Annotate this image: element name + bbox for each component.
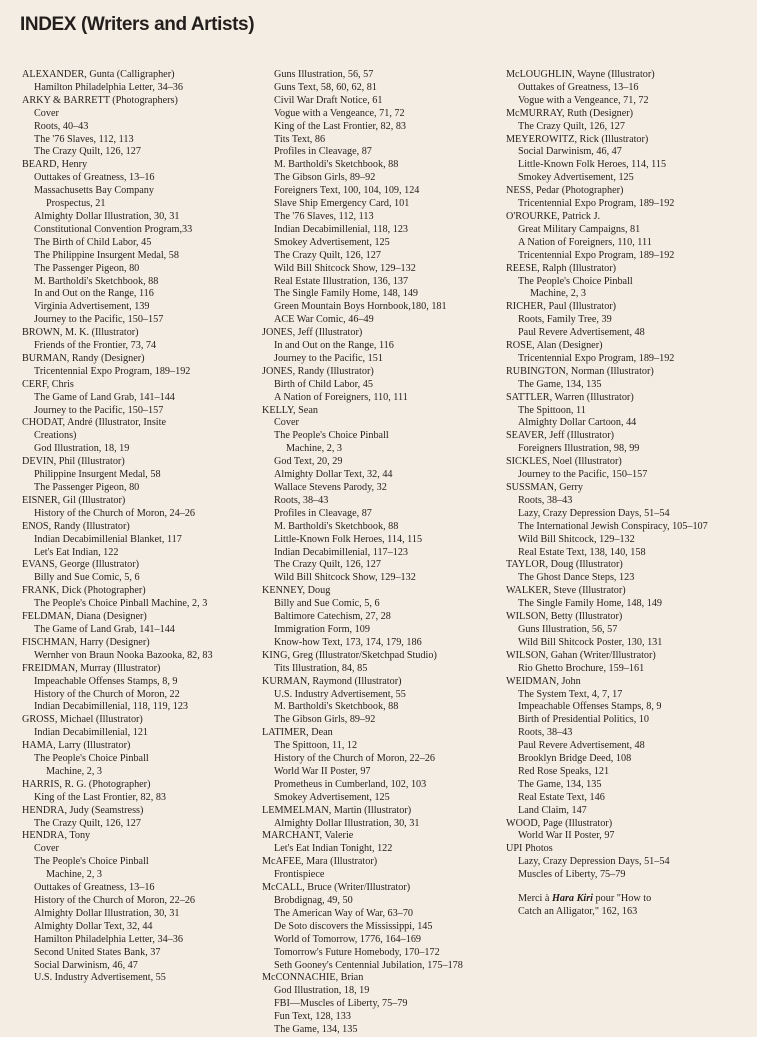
index-entry-subitem: Green Mountain Boys Hornbook,180, 181 <box>274 301 447 313</box>
index-entry-subitem: Frontispiece <box>274 869 325 881</box>
index-entry-subitem: Vogue with a Vengeance, 71, 72 <box>518 94 649 106</box>
index-entry-heading: DEVIN, Phil (Illustrator) <box>22 456 125 468</box>
index-entry-subitem: The Crazy Quilt, 126, 127 <box>274 559 381 571</box>
index-entry-subitem: Outtakes of Greatness, 13–16 <box>34 882 155 894</box>
index-entry-subitem: World of Tomorrow, 1776, 164–169 <box>274 933 422 945</box>
index-entry-subitem: Brooklyn Bridge Deed, 108 <box>518 753 632 765</box>
index-entry-subitem: Wild Bill Shitcock Poster, 130, 131 <box>518 636 663 648</box>
index-entry-subitem: Social Darwinism, 46, 47 <box>34 959 138 971</box>
index-entry-subitem: Almighty Dollar Text, 32, 44 <box>274 469 393 481</box>
credit-line-2: Catch an Alligator," 162, 163 <box>518 906 638 917</box>
index-entry-heading: HARRIS, R. G. (Photographer) <box>22 778 151 790</box>
index-entry-subitem: The System Text, 4, 7, 17 <box>518 688 623 700</box>
index-entry-heading: WOOD, Page (Illustrator) <box>506 817 613 829</box>
index-entry-subitem: Guns Illustration, 56, 57 <box>274 69 374 80</box>
index-entry-subitem: Creations) <box>34 430 77 442</box>
index-entry-subitem: Friends of the Frontier, 73, 74 <box>34 340 157 352</box>
index-entry-heading: RUBINGTON, Norman (Illustrator) <box>506 365 654 377</box>
index-entry-subitem: Machine, 2, 3 <box>286 443 343 455</box>
index-entry-subitem: M. Bartholdi's Sketchbook, 88 <box>274 701 399 713</box>
index-entry-subitem: Roots, 40–43 <box>34 120 89 132</box>
index-entry-subitem: The People's Choice Pinball <box>518 275 633 287</box>
index-entry-subitem: Almighty Dollar Illustration, 30, 31 <box>274 817 420 829</box>
index-entry-heading: GROSS, Michael (Illustrator) <box>22 714 143 726</box>
index-entry-heading: TAYLOR, Doug (Illustrator) <box>506 559 623 571</box>
index-entry-heading: CERF, Chris <box>22 378 74 390</box>
index-entry-heading: SATTLER, Warren (Illustrator) <box>506 391 634 403</box>
index-entry-subitem: FBI—Muscles of Liberty, 75–79 <box>274 998 408 1010</box>
index-entry-heading: UPI Photos <box>506 843 553 855</box>
index-entry-heading: BURMAN, Randy (Designer) <box>22 352 145 364</box>
index-entry-subitem: Smokey Advertisement, 125 <box>518 172 634 184</box>
index-entry-subitem: Constitutional Convention Program,33 <box>34 223 193 235</box>
index-entry-heading: HAMA, Larry (Illustrator) <box>22 740 131 752</box>
index-entry-subitem: The '76 Slaves, 112, 113 <box>274 210 374 222</box>
index-entry-subitem: History of the Church of Moron, 22 <box>34 688 180 700</box>
index-entry-subitem: Tricentennial Expo Program, 189–192 <box>34 365 191 377</box>
index-entry-heading: HENDRA, Tony <box>22 830 91 842</box>
index-entry-heading: WEIDMAN, John <box>506 675 581 687</box>
index-entry-subitem: Prometheus in Cumberland, 102, 103 <box>274 778 427 790</box>
index-entry-subitem: Almighty Dollar Text, 32, 44 <box>34 920 153 932</box>
index-entry-heading: BROWN, M. K. (Illustrator) <box>22 327 139 339</box>
index-entry-heading: McAFEE, Mara (Illustrator) <box>262 856 378 868</box>
index-entry-subitem: A Nation of Foreigners, 110, 111 <box>274 391 408 403</box>
index-entry-heading: SICKLES, Noel (Illustrator) <box>506 456 622 468</box>
index-entry-heading: SEAVER, Jeff (Illustrator) <box>506 430 614 442</box>
index-entry-subitem: Roots, 38–43 <box>274 494 329 506</box>
index-entry-heading: FISCHMAN, Harry (Designer) <box>22 636 150 648</box>
index-entry-subitem: Great Military Campaigns, 81 <box>518 223 641 235</box>
index-entry-subitem: M. Bartholdi's Sketchbook, 88 <box>274 159 399 171</box>
index-entry-subitem: The People's Choice Pinball <box>34 753 149 765</box>
index-entry-subitem: God Illustration, 18, 19 <box>34 443 130 455</box>
index-entry-heading: BEARD, Henry <box>22 159 88 171</box>
index-entry-subitem: The Philippine Insurgent Medal, 58 <box>34 249 179 261</box>
index-entry-subitem: World War II Poster, 97 <box>274 765 371 777</box>
credit-publication-name: Hara Kiri <box>551 893 593 905</box>
index-entry-subitem: Land Claim, 147 <box>518 804 587 816</box>
index-entry-subitem: U.S. Industry Advertisement, 55 <box>34 972 166 984</box>
index-entry-subitem: Little-Known Folk Heroes, 114, 115 <box>274 533 423 545</box>
index-entry-subitem: Real Estate Text, 138, 140, 158 <box>518 546 646 558</box>
index-entry-subitem: Profiles in Cleavage, 87 <box>274 507 372 519</box>
index-entry-subitem: The Passenger Pigeon, 80 <box>34 482 140 493</box>
index-entry-subitem: Prospectus, 21 <box>46 198 106 210</box>
index-entry-subitem: ACE War Comic, 46–49 <box>274 314 374 326</box>
index-entry-subitem: Little-Known Folk Heroes, 114, 115 <box>518 159 667 171</box>
index-entry-subitem: Social Darwinism, 46, 47 <box>518 146 622 158</box>
credit-line <box>506 893 744 906</box>
index-entry-heading: ENOS, Randy (Illustrator) <box>22 520 130 532</box>
index-entry-subitem: Cover <box>34 843 59 855</box>
index-entry-subitem: Billy and Sue Comic, 5, 6 <box>34 572 140 584</box>
index-entry-subitem: Foreigners Illustration, 98, 99 <box>518 443 640 455</box>
index-entry-subitem: In and Out on the Range, 116 <box>274 340 394 352</box>
index-entry-subitem: The Spittoon, 11, 12 <box>274 740 358 752</box>
index-entry-subitem: Indian Decabimillenial Blanket, 117 <box>34 533 182 545</box>
index-entry-subitem: Cover <box>34 107 59 119</box>
index-entry-subitem: The Ghost Dance Steps, 123 <box>518 572 635 584</box>
index-entry-heading: ALEXANDER, Gunta (Calligrapher) <box>22 69 175 80</box>
index-entry-subitem: The Single Family Home, 148, 149 <box>518 598 663 610</box>
index-entry-subitem: Machine, 2, 3 <box>530 288 587 300</box>
index-entry-subitem: The Game, 134, 135 <box>518 378 602 390</box>
index-entry-subitem: The American Way of War, 63–70 <box>274 907 414 919</box>
index-entry-subitem: Slave Ship Emergency Card, 101 <box>274 198 410 210</box>
index-entry-subitem: In and Out on the Range, 116 <box>34 288 154 300</box>
index-entry-subitem: The Gibson Girls, 89–92 <box>274 714 376 726</box>
index-entry-heading: KELLY, Sean <box>262 404 318 416</box>
index-entry-heading: FELDMAN, Diana (Designer) <box>22 611 147 623</box>
index-entry-heading: LATIMER, Dean <box>262 727 333 739</box>
index-entry-subitem: Tricentennial Expo Program, 189–192 <box>518 352 675 364</box>
index-entry-subitem: Paul Revere Advertisement, 48 <box>518 327 645 339</box>
index-entry-subitem: The Crazy Quilt, 126, 127 <box>34 146 141 158</box>
index-entry-heading: MARCHANT, Valerie <box>262 830 354 842</box>
index-entry-subitem: Journey to the Pacific, 150–157 <box>34 404 164 416</box>
index-entry-subitem: Guns Illustration, 56, 57 <box>518 623 618 635</box>
index-entry-heading: KING, Greg (Illustrator/Sketchpad Studio) <box>262 649 437 661</box>
index-entry-subitem: Vogue with a Vengeance, 71, 72 <box>274 107 405 119</box>
index-entry-subitem: U.S. Industry Advertisement, 55 <box>274 688 406 700</box>
index-entry-subitem: Fun Text, 128, 133 <box>274 1011 351 1023</box>
index-entry-heading: JONES, Randy (Illustrator) <box>262 365 374 377</box>
credit-suffix: pour "How to <box>593 893 652 905</box>
index-entry-heading: LEMMELMAN, Martin (Illustrator) <box>262 804 412 816</box>
index-entry-subitem: M. Bartholdi's Sketchbook, 88 <box>34 275 159 287</box>
index-entry-subitem: Let's Eat Indian, 122 <box>34 546 119 558</box>
index-entry-subitem: The Spittoon, 11 <box>518 404 586 416</box>
index-entry-subitem: Seth Gooney's Centennial Jubilation, 175–178 <box>274 959 463 971</box>
index-entry-subitem: Real Estate Text, 146 <box>518 791 605 803</box>
index-entry-subitem: The People's Choice Pinball <box>274 430 389 442</box>
index-entry-subitem: Almighty Dollar Cartoon, 44 <box>518 417 637 429</box>
index-entry-subitem: Muscles of Liberty, 75–79 <box>518 869 626 881</box>
index-entry-subitem: Guns Text, 58, 60, 62, 81 <box>274 81 377 93</box>
index-entry-heading: WALKER, Steve (Illustrator) <box>506 585 626 597</box>
index-entry-subitem: History of the Church of Moron, 22–26 <box>274 753 436 765</box>
index-entry-subitem: Tomorrow's Future Homebody, 170–172 <box>274 946 440 958</box>
index-entry-subitem: Let's Eat Indian Tonight, 122 <box>274 843 393 855</box>
index-entry-heading: WILSON, Gahan (Writer/Illustrator) <box>506 649 656 661</box>
credit-spacer <box>506 882 744 893</box>
index-entry-heading: McCONNACHIE, Brian <box>262 972 364 984</box>
index-entry-subitem: Foreigners Text, 100, 104, 109, 124 <box>274 185 420 197</box>
index-entry-subitem: Wild Bill Shitcock Show, 129–132 <box>274 572 416 584</box>
index-entry-subitem: Wild Bill Shitcock Show, 129–132 <box>274 262 416 274</box>
index-entry-subitem: Baltimore Catechism, 27, 28 <box>274 611 391 623</box>
index-entry-subitem: The Crazy Quilt, 126, 127 <box>274 249 381 261</box>
index-entry-subitem: A Nation of Foreigners, 110, 111 <box>518 236 652 248</box>
index-entry-heading: NESS, Pedar (Photographer) <box>506 185 624 197</box>
index-entry-subitem: The Single Family Home, 148, 149 <box>274 288 419 300</box>
index-entry-subitem: Impeachable Offenses Stamps, 8, 9 <box>34 675 178 687</box>
index-entry-subitem: Smokey Advertisement, 125 <box>274 236 390 248</box>
index-entry-subitem: The Birth of Child Labor, 45 <box>34 236 152 248</box>
index-entry-subitem: Billy and Sue Comic, 5, 6 <box>274 598 380 610</box>
index-entry-subitem: Almighty Dollar Illustration, 30, 31 <box>34 210 180 222</box>
index-entry-heading: KURMAN, Raymond (Illustrator) <box>262 675 402 687</box>
index-entry-subitem: The Game, 134, 135 <box>518 778 602 790</box>
index-entry-subitem: Cover <box>274 417 299 429</box>
index-entry-subitem: Know-how Text, 173, 174, 179, 186 <box>274 636 422 648</box>
index-entry-heading: McMURRAY, Ruth (Designer) <box>506 107 634 119</box>
index-entry-subitem: Hamilton Philadelphia Letter, 34–36 <box>34 81 183 93</box>
page-title: INDEX (Writers and Artists) <box>20 14 255 35</box>
index-entry-heading: JONES, Jeff (Illustrator) <box>262 327 363 339</box>
index-entry-subitem: The Game of Land Grab, 141–144 <box>34 623 175 635</box>
index-entry-heading: O'ROURKE, Patrick J. <box>506 210 601 222</box>
index-entry-heading: FREIDMAN, Murray (Illustrator) <box>22 662 161 674</box>
index-entry-subitem: The People's Choice Pinball Machine, 2, 3 <box>34 598 208 610</box>
index-entry-subitem: Indian Decabimillenial, 118, 119, 123 <box>34 701 189 713</box>
index-entry-subitem: Wild Bill Shitcock, 129–132 <box>518 533 635 545</box>
index-entry-subitem: Lazy, Crazy Depression Days, 51–54 <box>518 507 670 519</box>
index-entry-subitem: Impeachable Offenses Stamps, 8, 9 <box>518 701 662 713</box>
index-entry-heading: REESE, Ralph (Illustrator) <box>506 262 617 274</box>
index-entry-subitem: Brobdignag, 49, 50 <box>274 895 353 906</box>
index-entry-subitem: Tits Illustration, 84, 85 <box>274 662 368 674</box>
index-entry-subitem: Real Estate Illustration, 136, 137 <box>274 275 409 287</box>
index-entry-subitem: The Passenger Pigeon, 80 <box>34 262 140 274</box>
index-entry-subitem: The International Jewish Conspiracy, 105–107 <box>518 520 708 532</box>
index-entry-heading: CHODAT, André (Illustrator, Insite <box>22 417 166 429</box>
index-entry-subitem: Immigration Form, 109 <box>274 623 370 635</box>
index-entry-heading: MEYEROWITZ, Rick (Illustrator) <box>506 133 649 145</box>
index-entry-subitem: Roots, Family Tree, 39 <box>518 314 612 326</box>
index-entry-heading: EISNER, Gil (Illustrator) <box>22 494 126 506</box>
index-entry-subitem: Tits Text, 86 <box>274 133 326 145</box>
index-entry-subitem: The Gibson Girls, 89–92 <box>274 172 376 184</box>
index-entry-subitem: Paul Revere Advertisement, 48 <box>518 740 645 752</box>
index-entry-subitem: Roots, 38–43 <box>518 727 573 739</box>
index-entry-subitem: The Crazy Quilt, 126, 127 <box>518 120 625 132</box>
index-entry-subitem: Almighty Dollar Illustration, 30, 31 <box>34 907 180 919</box>
index-column-1 <box>22 69 252 985</box>
index-entry-subitem: Outtakes of Greatness, 13–16 <box>518 81 639 93</box>
index-entry-subitem: Tricentennial Expo Program, 189–192 <box>518 249 675 261</box>
index-entry-subitem: Profiles in Cleavage, 87 <box>274 146 372 158</box>
index-entry-subitem: M. Bartholdi's Sketchbook, 88 <box>274 520 399 532</box>
index-entry-subitem: Red Rose Speaks, 121 <box>518 765 610 777</box>
index-entry-subitem: Roots, 38–43 <box>518 494 573 506</box>
index-column-3 <box>506 69 744 919</box>
index-entry-subitem: World War II Poster, 97 <box>518 830 615 842</box>
index-entry-subitem: Birth of Presidential Politics, 10 <box>518 714 650 726</box>
index-entry-heading: HENDRA, Judy (Seamstress) <box>22 804 144 816</box>
index-entry-subitem: Journey to the Pacific, 150–157 <box>518 469 648 481</box>
index-entry-subitem: God Illustration, 18, 19 <box>274 985 370 997</box>
index-entry-subitem: Journey to the Pacific, 150–157 <box>34 314 164 326</box>
index-entry-heading: McLOUGHLIN, Wayne (Illustrator) <box>506 69 655 80</box>
index-entry-subitem: De Soto discovers the Mississippi, 145 <box>274 920 433 932</box>
index-entry-subitem: Lazy, Crazy Depression Days, 51–54 <box>518 856 670 868</box>
index-entry-subitem: Indian Decabimillenial, 118, 123 <box>274 223 409 235</box>
index-entry-heading: RICHER, Paul (Illustrator) <box>506 301 617 313</box>
index-entry-subitem: Machine, 2, 3 <box>46 765 103 777</box>
index-entry-subitem: King of the Last Frontier, 82, 83 <box>34 791 167 803</box>
index-entry-subitem: The People's Choice Pinball <box>34 856 149 868</box>
index-entry-subitem: Smokey Advertisement, 125 <box>274 791 390 803</box>
index-entry-subitem: Rio Ghetto Brochure, 159–161 <box>518 662 645 674</box>
index-column-2 <box>262 69 498 1037</box>
index-entry-heading: McCALL, Bruce (Writer/Illustrator) <box>262 882 411 894</box>
index-entry-subitem: Indian Decabimillenial, 117–123 <box>274 546 409 558</box>
index-entry-heading: EVANS, George (Illustrator) <box>22 559 140 571</box>
index-entry-subitem: Wallace Stevens Parody, 32 <box>274 482 387 493</box>
index-entry-subitem: Outtakes of Greatness, 13–16 <box>34 172 155 184</box>
index-entry-subitem: Indian Decabimillenial, 121 <box>34 727 149 739</box>
index-entry-subitem: The Game of Land Grab, 141–144 <box>34 391 175 403</box>
index-entry-subitem: King of the Last Frontier, 82, 83 <box>274 120 407 132</box>
index-entry-subitem: God Text, 20, 29 <box>274 456 343 468</box>
index-entry-subitem: The '76 Slaves, 112, 113 <box>34 133 134 145</box>
index-entry-subitem: History of the Church of Moron, 22–26 <box>34 895 196 906</box>
index-entry-subitem: Civil War Draft Notice, 61 <box>274 94 383 106</box>
index-entry-subitem: Machine, 2, 3 <box>46 869 103 881</box>
index-entry-subitem: The Crazy Quilt, 126, 127 <box>34 817 141 829</box>
index-entry-heading: SUSSMAN, Gerry <box>506 482 583 493</box>
index-entry-heading: WILSON, Betty (Illustrator) <box>506 611 623 623</box>
index-entry-heading: ARKY & BARRETT (Photographers) <box>22 94 178 106</box>
index-entry-subitem: Philippine Insurgent Medal, 58 <box>34 469 161 481</box>
index-entry-subitem: Second United States Bank, 37 <box>34 946 161 958</box>
index-entry-subitem: Birth of Child Labor, 45 <box>274 378 373 390</box>
index-entry-subitem: Virginia Advertisement, 139 <box>34 301 150 313</box>
index-entry-subitem: History of the Church of Moron, 24–26 <box>34 507 196 519</box>
credit-prefix: Merci à <box>518 893 552 905</box>
index-entry-subitem: Hamilton Philadelphia Letter, 34–36 <box>34 933 183 945</box>
index-entry-subitem: Wernher von Braun Nooka Bazooka, 82, 83 <box>34 649 213 661</box>
index-entry-heading: ROSE, Alan (Designer) <box>506 340 603 352</box>
index-entry-subitem: The Game, 134, 135 <box>274 1024 358 1036</box>
index-entry-heading: KENNEY, Doug <box>262 585 331 597</box>
index-entry-subitem: Tricentennial Expo Program, 189–192 <box>518 198 675 210</box>
index-entry-subitem: Journey to the Pacific, 151 <box>274 352 383 364</box>
index-entry-heading: FRANK, Dick (Photographer) <box>22 585 146 597</box>
index-entry-subitem: Massachusetts Bay Company <box>34 185 154 197</box>
